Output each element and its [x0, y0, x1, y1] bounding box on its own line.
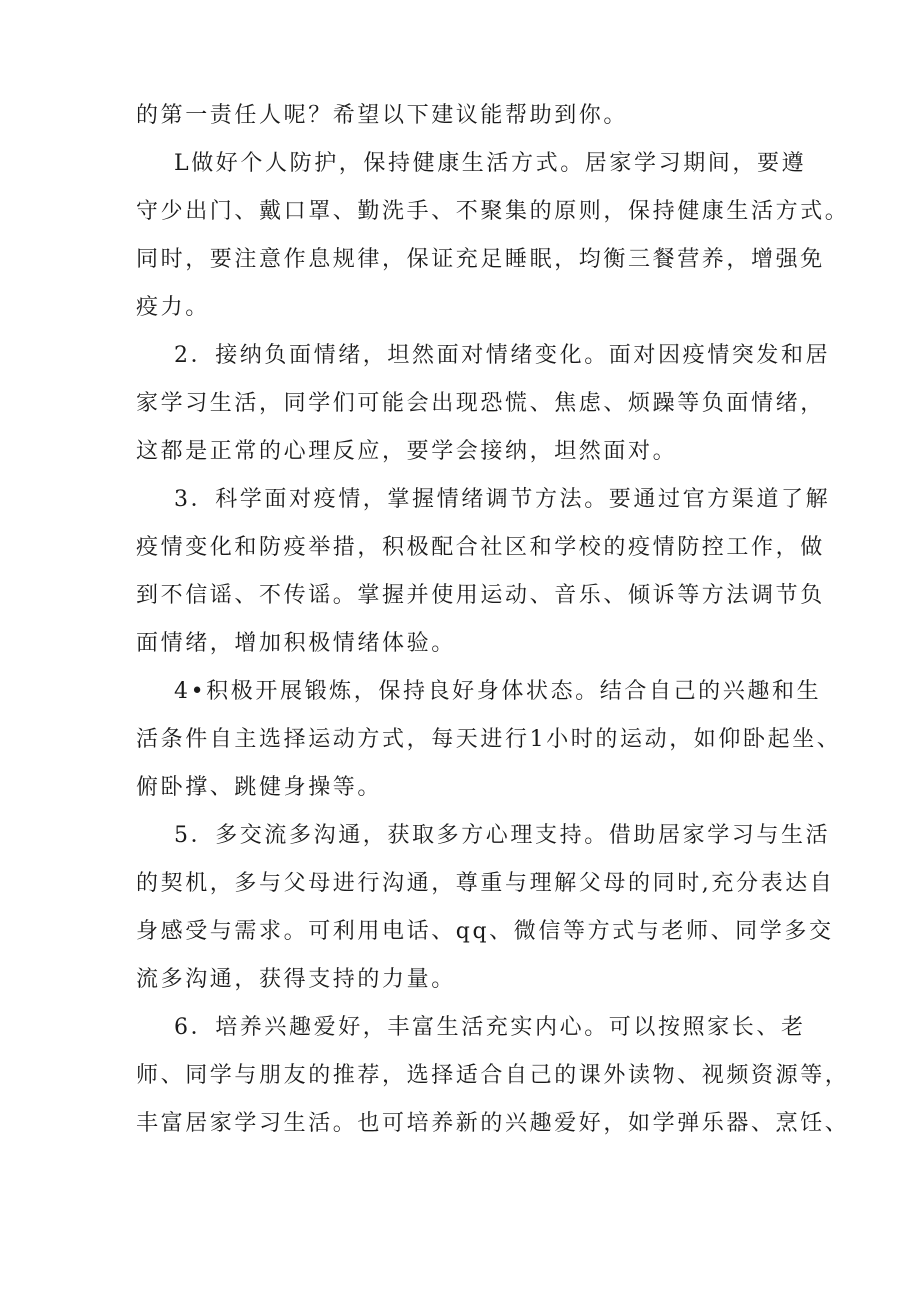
- text-line: 同时，要注意作息规律，保证充足睡眠，均衡三餐营养，增强免: [136, 247, 825, 272]
- text-line: 这都是正常的心理反应，要学会接纳，坦然面对。: [136, 439, 678, 464]
- text-line: 俯卧撑、跳健身操等。: [136, 775, 383, 800]
- text-line: 守少出门、戴口罩、勤洗手、不聚集的原则，保持健康生活方式。: [136, 199, 850, 224]
- text-line: 面情绪，增加积极情绪体验。: [136, 631, 456, 656]
- paragraph-3-line: 3．科学面对疫情，掌握情绪调节方法。要通过官方渠道了解: [174, 487, 831, 512]
- paragraph-1-line: L做好个人防护，保持健康生活方式。居家学习期间，要遵: [174, 151, 807, 176]
- text-line: 师、同学与朋友的推荐，选择适合自己的课外读物、视频资源等，: [136, 1063, 850, 1088]
- text-line: 的契机，多与父母进行沟通，尊重与理解父母的同时,充分表达自: [136, 871, 835, 896]
- text-line: 疫情变化和防疫举措，积极配合社区和学校的疫情防控工作，做: [136, 535, 825, 560]
- text-line: 活条件自主选择运动方式，每天进行1小时的运动，如仰卧起坐、: [136, 727, 842, 752]
- paragraph-6-line: 6．培养兴趣爱好，丰富生活充实内心。可以按照家长、老: [174, 1015, 806, 1040]
- text-line: 疫力。: [136, 295, 210, 320]
- paragraph-5-line: 5．多交流多沟通，获取多方心理支持。借助居家学习与生活: [174, 823, 831, 848]
- text-line: 身感受与需求。可利用电话、qq、微信等方式与老师、同学多交: [136, 919, 834, 944]
- paragraph-2-line: 2．接纳负面情绪，坦然面对情绪变化。面对因疫情突发和居: [174, 343, 831, 368]
- text-line: 丰富居家学习生活。也可培养新的兴趣爱好，如学弹乐器、烹饪、: [136, 1111, 850, 1136]
- text-line: 的第一责任人呢？希望以下建议能帮助到你。: [136, 103, 629, 128]
- text-line: 流多沟通，获得支持的力量。: [136, 967, 456, 992]
- text-line: 家学习生活，同学们可能会出现恐慌、焦虑、烦躁等负面情绪，: [136, 391, 825, 416]
- text-line: 到不信谣、不传谣。掌握并使用运动、音乐、倾诉等方法调节负: [136, 583, 825, 608]
- paragraph-4-line: 4•积极开展锻炼，保持良好身体状态。结合自己的兴趣和生: [174, 679, 822, 704]
